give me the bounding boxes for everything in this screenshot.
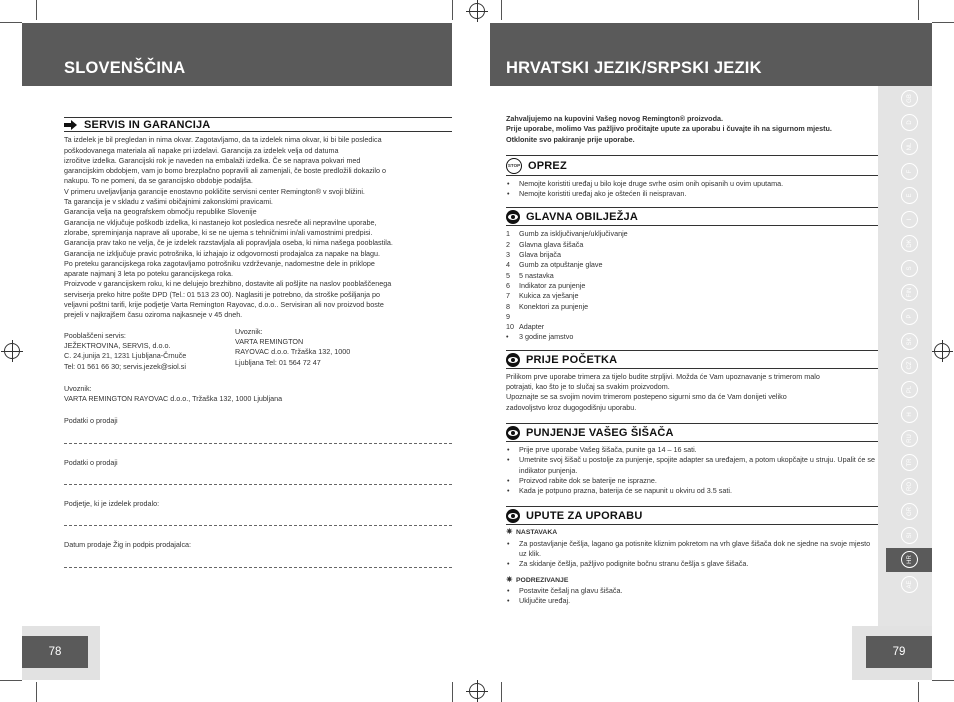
text-line: Zahvaljujemo na kupovini Vašeg novog Remington® proizvoda. <box>506 114 723 123</box>
crop-mark <box>452 682 453 702</box>
feature-item <box>506 312 878 322</box>
list-item: • Umetnite svoj šišač u postolje za punjenje, spojite adapter sa uređajem, a potom ukopčajte u struju. Upalit će se indikator punjenja. <box>519 455 878 476</box>
text-line: veljavni poštni tarifi, krije podjetje Varta Remington Rayovac, d.o.o.. Servisiran ali nov proizvod boste <box>64 300 384 310</box>
feature-item <box>506 271 878 281</box>
fill-in-line[interactable] <box>64 427 452 444</box>
attachments-list <box>506 539 878 570</box>
crop-mark <box>36 682 37 702</box>
language-tab-nl[interactable] <box>886 135 932 159</box>
crop-mark <box>0 680 22 681</box>
language-tab-gr[interactable] <box>886 499 932 523</box>
language-tab-fin[interactable] <box>886 280 932 304</box>
feature-item <box>506 229 878 239</box>
features-list <box>506 229 878 342</box>
intro-text <box>506 114 878 145</box>
service-address <box>64 331 235 372</box>
language-tab-ru[interactable] <box>886 426 932 450</box>
feature-item <box>506 281 878 291</box>
language-tab-si[interactable] <box>886 523 932 547</box>
before-start-text <box>506 372 878 413</box>
text-line: Garancija ne vključuje poškodb izdelka, ki nastanejo kot posledica nesreče ali nepravilne uporabe, <box>64 217 377 227</box>
language-tab-label: FIN <box>901 284 918 301</box>
fill-in-line[interactable] <box>64 551 452 568</box>
crop-mark <box>932 22 954 23</box>
list-item: • Proizvod rabite dok se baterije ne isprazne. <box>519 476 878 486</box>
feature-item <box>506 332 878 342</box>
language-tab-pl[interactable] <box>886 378 932 402</box>
language-tab-label: NL <box>901 138 918 155</box>
eye-icon <box>506 426 520 440</box>
section-header-prije <box>506 350 878 369</box>
registration-mark-icon <box>469 683 485 699</box>
text-line: Ljubljana Tel: 01 564 72 47 <box>235 357 321 367</box>
feature-number: 4 <box>506 260 510 270</box>
language-tab-s[interactable] <box>886 256 932 280</box>
sun-icon: ✷ <box>506 574 513 584</box>
feature-label: Konektori za punjenje <box>519 301 589 311</box>
eye-icon <box>506 509 520 523</box>
feature-label: Adapter <box>519 322 545 332</box>
text-line: Ta izdelek je bil pregledan in nima okvar. Zagotavljamo, da ta izdelek nima okvar, ki bi bile posledica <box>64 135 382 145</box>
text-line: nakupu. To ne pomeni, da se garancijsko obdobje podaljša. <box>64 176 253 186</box>
section-header-oprez <box>506 155 878 176</box>
text-line: prejeli v najkrajšem času oziroma najkasneje v 45 dneh. <box>64 310 243 320</box>
feature-label: Gumb za otpuštanje glave <box>519 260 603 270</box>
text-line: serviserja preko hitre pošte DPD (Tel.: 01 513 23 00). Naglasiti je potrebno, da stroške pošiljanja po <box>64 289 381 299</box>
warranty-text <box>64 135 452 320</box>
language-tab-sk[interactable] <box>886 329 932 353</box>
crop-mark <box>0 22 22 23</box>
feature-label: Glava brijača <box>519 250 561 260</box>
language-tab-cz[interactable] <box>886 353 932 377</box>
language-tab-dk[interactable] <box>886 232 932 256</box>
language-tab-label: RU <box>901 430 918 447</box>
feature-item <box>506 240 878 250</box>
language-tab-i[interactable] <box>886 207 932 231</box>
text-line: izročitve izdelka. Garancijski rok je naveden na embalaži izdelka. Če se naprava pokvari med <box>64 155 361 165</box>
text-line: zadovoljstvo kroz dugogodišnju uporabu. <box>506 402 637 412</box>
section-header <box>64 117 452 132</box>
feature-number: 9 <box>506 311 510 321</box>
feature-item <box>506 302 878 312</box>
language-tab-p[interactable] <box>886 305 932 329</box>
feature-number: 3 <box>506 250 510 260</box>
language-tab-gb[interactable] <box>886 86 932 110</box>
feature-item <box>506 291 878 301</box>
text-line: Proizvode v garancijskem roku, ki ne delujejo brezhibno, dostavite ali pošljite na naslov pooblaščenega <box>64 279 392 289</box>
charging-list <box>506 445 878 496</box>
feature-number: 2 <box>506 239 510 249</box>
language-tab-label: DK <box>901 235 918 252</box>
text-line: JEŽEKTROVINA, SERVIS, d.o.o. <box>64 340 171 350</box>
language-tab-ae[interactable] <box>886 572 932 596</box>
feature-number: 7 <box>506 291 510 301</box>
language-tab-label: AE <box>901 576 918 593</box>
text-line: Pooblaščeni servis: <box>64 330 126 340</box>
feature-number: 1 <box>506 229 510 239</box>
subheading <box>506 576 878 586</box>
text-line: Prije uporabe, molimo Vas pažljivo pročitajte upute za uporabu i čuvajte ih na sigurnom mjestu. <box>506 124 832 134</box>
text-line: V primeru uveljavljanja garancije enostavno pokličite servisni center Remington® v svoji bližini. <box>64 186 365 196</box>
text-line: potrajati, kao što je to slučaj sa svakim proizvodom. <box>506 382 670 392</box>
crop-mark <box>932 680 954 681</box>
page-title-right: HRVATSKI JEZIK/SRPSKI JEZIK <box>506 59 762 77</box>
section-title: PRIJE POČETKA <box>526 353 618 366</box>
list-item: • Nemojte koristiti uređaj u bilo koje druge svrhe osim onih opisanih u ovim uputama. <box>519 179 878 189</box>
list-item: • Prije prve uporabe Vašeg šišača, punite ga 14 – 16 sati. <box>519 445 878 455</box>
feature-label: Indikator za punjenje <box>519 280 586 290</box>
registration-mark-icon <box>4 343 20 359</box>
subheading-label: PODREZIVANJE <box>516 576 569 584</box>
arrow-right-icon <box>64 120 78 130</box>
language-tab-label: D <box>901 114 918 131</box>
language-tab-tr[interactable] <box>886 450 932 474</box>
language-tab-label: SK <box>901 333 918 350</box>
text-line: VARTA REMINGTON RAYOVAC d.o.o., Tržaška 132, 1000 Ljubljana <box>64 394 283 404</box>
feature-number: 10 <box>506 322 514 332</box>
language-tab-label: TR <box>901 454 918 471</box>
section-title: PUNJENJE VAŠEG ŠIŠAČA <box>526 426 674 439</box>
language-tab-label: H <box>901 406 918 423</box>
language-tabs <box>886 86 932 596</box>
section-title: UPUTE ZA UPORABU <box>526 510 643 523</box>
list-item: • Nemojte koristiti uređaj ako je oštećen ili neispravan. <box>519 189 878 199</box>
feature-number: 5 <box>506 270 510 280</box>
section-title: SERVIS IN GARANCIJA <box>84 119 211 131</box>
feature-label: 3 godine jamstvo <box>519 332 574 342</box>
feature-number: • <box>506 332 509 342</box>
section-header-upute <box>506 506 878 525</box>
feature-label: 5 nastavka <box>519 270 554 280</box>
crop-mark <box>501 0 502 20</box>
feature-label: Glavna glava šišača <box>519 239 584 249</box>
language-tab-label: GB <box>901 90 918 107</box>
language-tab-h[interactable] <box>886 402 932 426</box>
section-header-glavna <box>506 207 878 226</box>
text-line: Garancija prav tako ne velja, če je izdelek razstavljala ali popravljala oseba, ki nima našega pooblastila. <box>64 238 393 248</box>
text-line: Tel: 01 561 66 30; servis.jezek@siol.si <box>64 361 186 371</box>
text-line: garancijskim obdobjem, vam jo bomo brezplačno popravili ali zamenjali, če boste predložili dokazilo o <box>64 166 387 176</box>
language-tab-label: GR <box>901 503 918 520</box>
language-tab-label: SI <box>901 527 918 544</box>
crop-mark <box>918 682 919 702</box>
eye-icon <box>506 210 520 224</box>
text-line: Ta garancija je v skladu z vašimi običajnimi zakonskimi pravicami. <box>64 197 273 207</box>
crop-mark <box>501 682 502 702</box>
page-number-left: 78 <box>22 636 88 668</box>
list-item: • Kada je potpuno prazna, baterija će se napunit u okviru od 3.5 sati. <box>519 486 878 496</box>
text-line: Otklonite svo pakiranje prije uporabe. <box>506 134 635 144</box>
sun-icon: ✷ <box>506 527 513 537</box>
left-page-content <box>64 117 452 582</box>
text-line: Uvoznik: <box>64 383 92 393</box>
feature-number: 8 <box>506 301 510 311</box>
language-tab-label: S <box>901 260 918 277</box>
field-label: Podjetje, ki je izdelek prodalo: <box>64 499 160 509</box>
text-line: Garancija ne izključuje pravic potrošnika, ki izhajajo iz odgovornosti prodajalca za napake na blagu. <box>64 248 381 258</box>
list-item: • Za postavljanje češlja, lagano ga potisnite kliznim pokretom na vrh glave šišača dok ne sjedne na svoje mjesto uz klik. <box>519 539 878 560</box>
list-item: • Uključite uređaj. <box>519 596 878 606</box>
registration-mark-icon <box>469 3 485 19</box>
feature-item <box>506 260 878 270</box>
page-number-right: 79 <box>866 636 932 668</box>
feature-label: Gumb za isključivanje/uključivanje <box>519 229 628 239</box>
registration-mark-icon <box>934 343 950 359</box>
fill-in-line[interactable] <box>64 509 452 526</box>
text-line: RAYOVAC d.o.o. Tržaška 132, 1000 <box>235 347 351 357</box>
stop-icon: STOP <box>506 158 522 174</box>
crop-mark <box>452 0 453 20</box>
language-tab-label: RO <box>901 478 918 495</box>
sale-fields <box>64 416 452 567</box>
importer-address-2 <box>64 384 452 405</box>
address-block <box>64 326 452 372</box>
list-item: • Za skidanje češlja, pažljivo podignite bočnu stranu češlja s glave šišača. <box>519 559 878 569</box>
language-tab-label: I <box>901 211 918 228</box>
text-line: Prilikom prve uporabe trimera za tijelo budite strpljivi. Možda će Vam upoznavanje s trimerom malo <box>506 371 820 381</box>
eye-icon <box>506 353 520 367</box>
subheading-label: NASTAVAKA <box>516 529 558 537</box>
language-tab-label: HR <box>901 551 918 568</box>
language-tab-label: PL <box>901 381 918 398</box>
section-title: GLAVNA OBILJEŽJA <box>526 211 638 224</box>
text-line: Uvoznik: <box>235 326 263 336</box>
text-line: aparate najmanj 3 leta po poteku garancijskega roka. <box>64 269 234 279</box>
section-header-punjenje <box>506 423 878 442</box>
language-tab-d[interactable] <box>886 110 932 134</box>
field-label: Datum prodaje Žig in podpis prodajalca: <box>64 540 192 550</box>
text-line: zlorabe, spreminjanja naprave ali uporabe, ki se ne ujema s tehničnimi in/ali vamostnimi predpisi. <box>64 227 373 237</box>
feature-number: 6 <box>506 280 510 290</box>
text-line: poškodovanega materiala ali napake pri izdelavi. Garancija za izdelek velja od datuma <box>64 145 339 155</box>
language-tab-e[interactable] <box>886 183 932 207</box>
feature-label: Kukica za vješanje <box>519 291 579 301</box>
text-line: C. 24.junija 21, 1231 Ljubljana-Črnuče <box>64 351 187 361</box>
warning-list <box>506 179 878 200</box>
text-line: Upoznajte se sa svojim novim trimerom postepeno sigurni smo da će Vam donijeti veliko <box>506 392 787 402</box>
language-tab-ro[interactable] <box>886 475 932 499</box>
feature-item <box>506 322 878 332</box>
right-page-content <box>506 114 878 613</box>
page-title-left: SLOVENŠČINA <box>64 59 186 77</box>
fill-in-line[interactable] <box>64 468 452 485</box>
crop-mark <box>36 0 37 20</box>
crop-mark <box>918 0 919 20</box>
field-label: Podatki o prodaji <box>64 457 118 467</box>
text-line: Po preteku garancijskega roka zagotavljamo potrošniku vzdrževanje, nadomestne dele in priklope <box>64 258 375 268</box>
section-title: OPREZ <box>528 159 567 172</box>
field-label: Podatki o prodaji <box>64 416 118 426</box>
language-tab-label: E <box>901 187 918 204</box>
importer-address <box>235 327 450 372</box>
trimming-list <box>506 586 878 607</box>
language-tab-label: P <box>901 308 918 325</box>
list-item: • Postavite češalj na glavu šišača. <box>519 586 878 596</box>
subheading <box>506 528 878 538</box>
language-tab-label: F <box>901 163 918 180</box>
text-line: Garancija velja na geografskem območju republike Slovenije <box>64 207 257 217</box>
language-tab-label: CZ <box>901 357 918 374</box>
language-tab-hr[interactable] <box>886 548 932 572</box>
text-line: VARTA REMINGTON <box>235 336 304 346</box>
feature-item <box>506 250 878 260</box>
language-tab-f[interactable] <box>886 159 932 183</box>
